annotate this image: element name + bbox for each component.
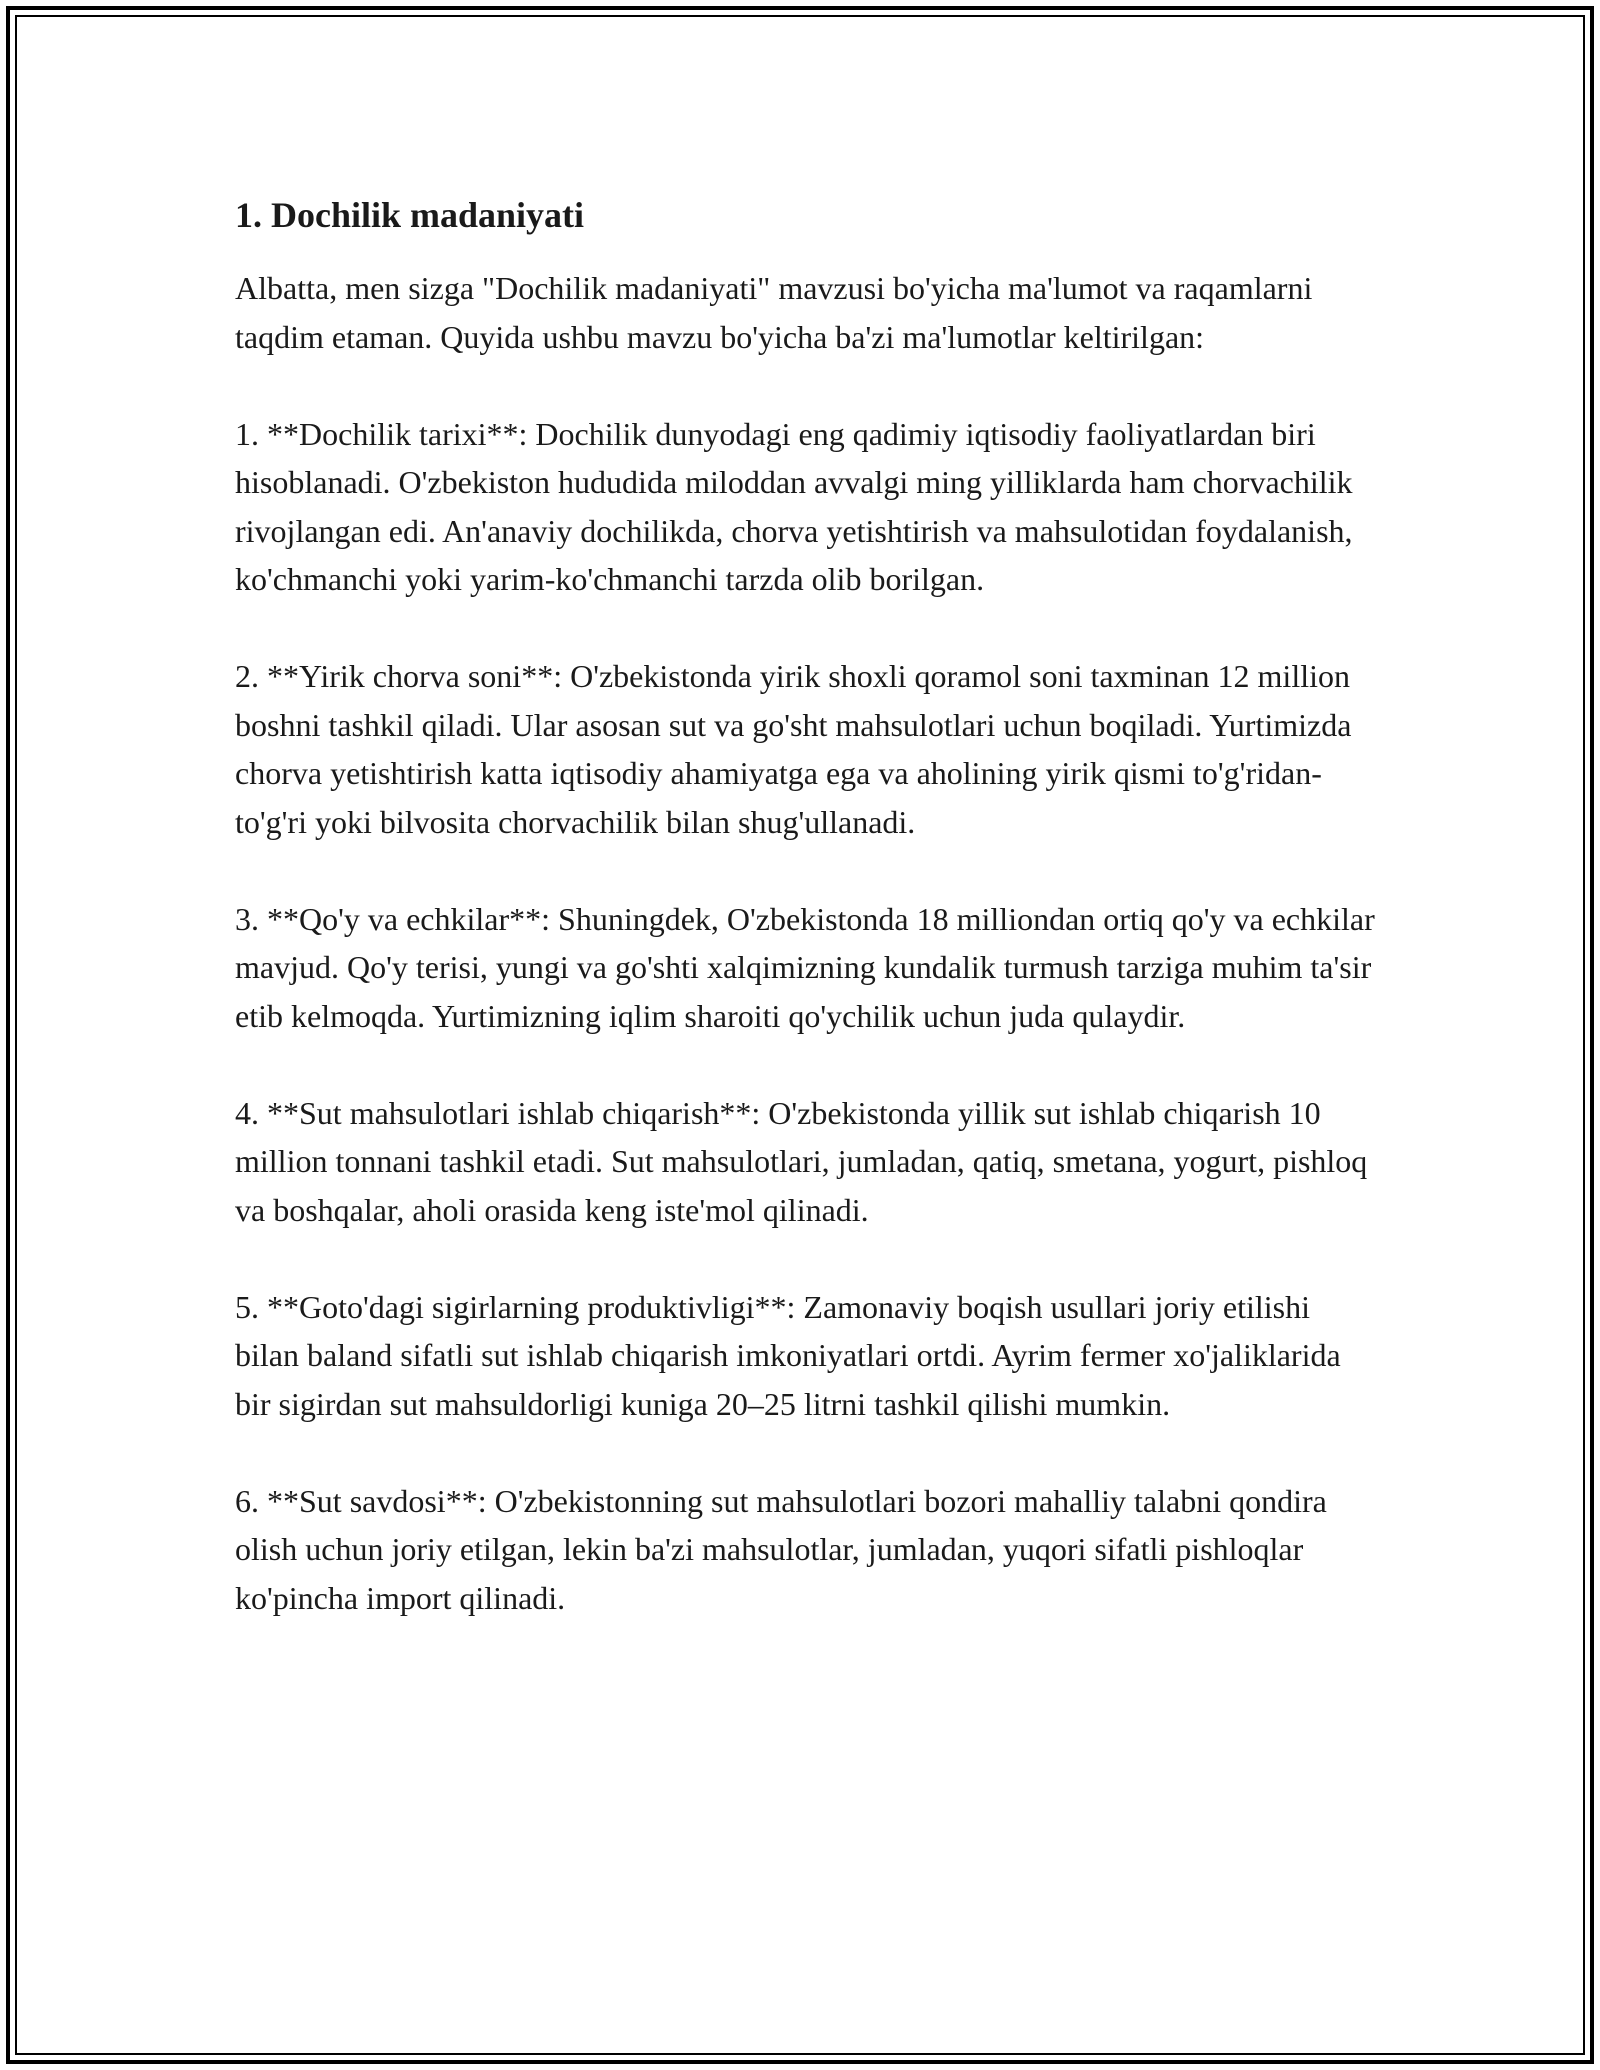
list-item: 6. **Sut savdosi**: O'zbekistonning sut mahsulotlari bozori mahalliy talabni qondira olish uchun joriy etilgan, lekin ba'zi mahsulotlar, jumladan, yuqori sifatli pishloqlar ko'pincha import qilinadi. xyxy=(235,1482,1327,1616)
list-item: 1. **Dochilik tarixi**: Dochilik dunyodagi eng qadimiy iqtisodiy faoliyatlardan biri hisoblanadi. O'zbekiston hududida miloddan avvalgi ming yilliklarda ham chorvachilik rivojlangan edi. An'anaviy dochilikda, chorva yetishtirish va mahsulotidan foydalanish, ko'chmanchi yoki yarim-ko'chmanchi tarzda olib borilgan. xyxy=(235,415,1353,597)
list-item: 5. **Goto'dagi sigirlarning produktivligi**: Zamonaviy boqish usullari joriy etilishi bilan baland sifatli sut ishlab chiqarish imkoniyatlari ortdi. Ayrim fermer xo'jaliklarida bir sigirdan sut mahsuldorligi kuniga 20–25 litrni tashkil qilishi mumkin. xyxy=(235,1288,1341,1422)
list-item: 4. **Sut mahsulotlari ishlab chiqarish**: O'zbekistonda yillik sut ishlab chiqarish 10 million tonnani tashkil etadi. Sut mahsulotlari, jumladan, qatiq, smetana, yogurt, pishloq va boshqalar, aholi orasida keng iste'mol qilinadi. xyxy=(235,1094,1368,1228)
intro-paragraph: Albatta, men sizga "Dochilik madaniyati" mavzusi bo'yicha ma'lumot va raqamlarni taqdim etaman. Quyida ushbu mavzu bo'yicha ba'zi ma'lumotlar keltirilgan: xyxy=(235,270,1313,355)
list-item: 2. **Yirik chorva soni**: O'zbekistonda yirik shoxli qoramol soni taxminan 12 million boshni tashkil qiladi. Ular asosan sut va go'sht mahsulotlari uchun boqiladi. Yurtimizda chorva yetishtirish katta iqtisodiy ahamiyatga ega va aholining yirik qismi to'g'ridan-to'g'ri yoki bilvosita chorvachilik bilan shug'ullanadi. xyxy=(235,658,1352,840)
document-body xyxy=(235,190,1375,1622)
list-item: 3. **Qo'y va echkilar**: Shuningdek, O'zbekistonda 18 milliondan ortiq qo'y va echkilar mavjud. Qo'y terisi, yungi va go'shti xalqimizning kundalik turmush tarziga muhim ta'sir etib kelmoqda. Yurtimizning iqlim sharoiti qo'ychilik uchun juda qulaydir. xyxy=(235,900,1375,1034)
document-title: 1. Dochilik madaniyati xyxy=(235,195,585,235)
